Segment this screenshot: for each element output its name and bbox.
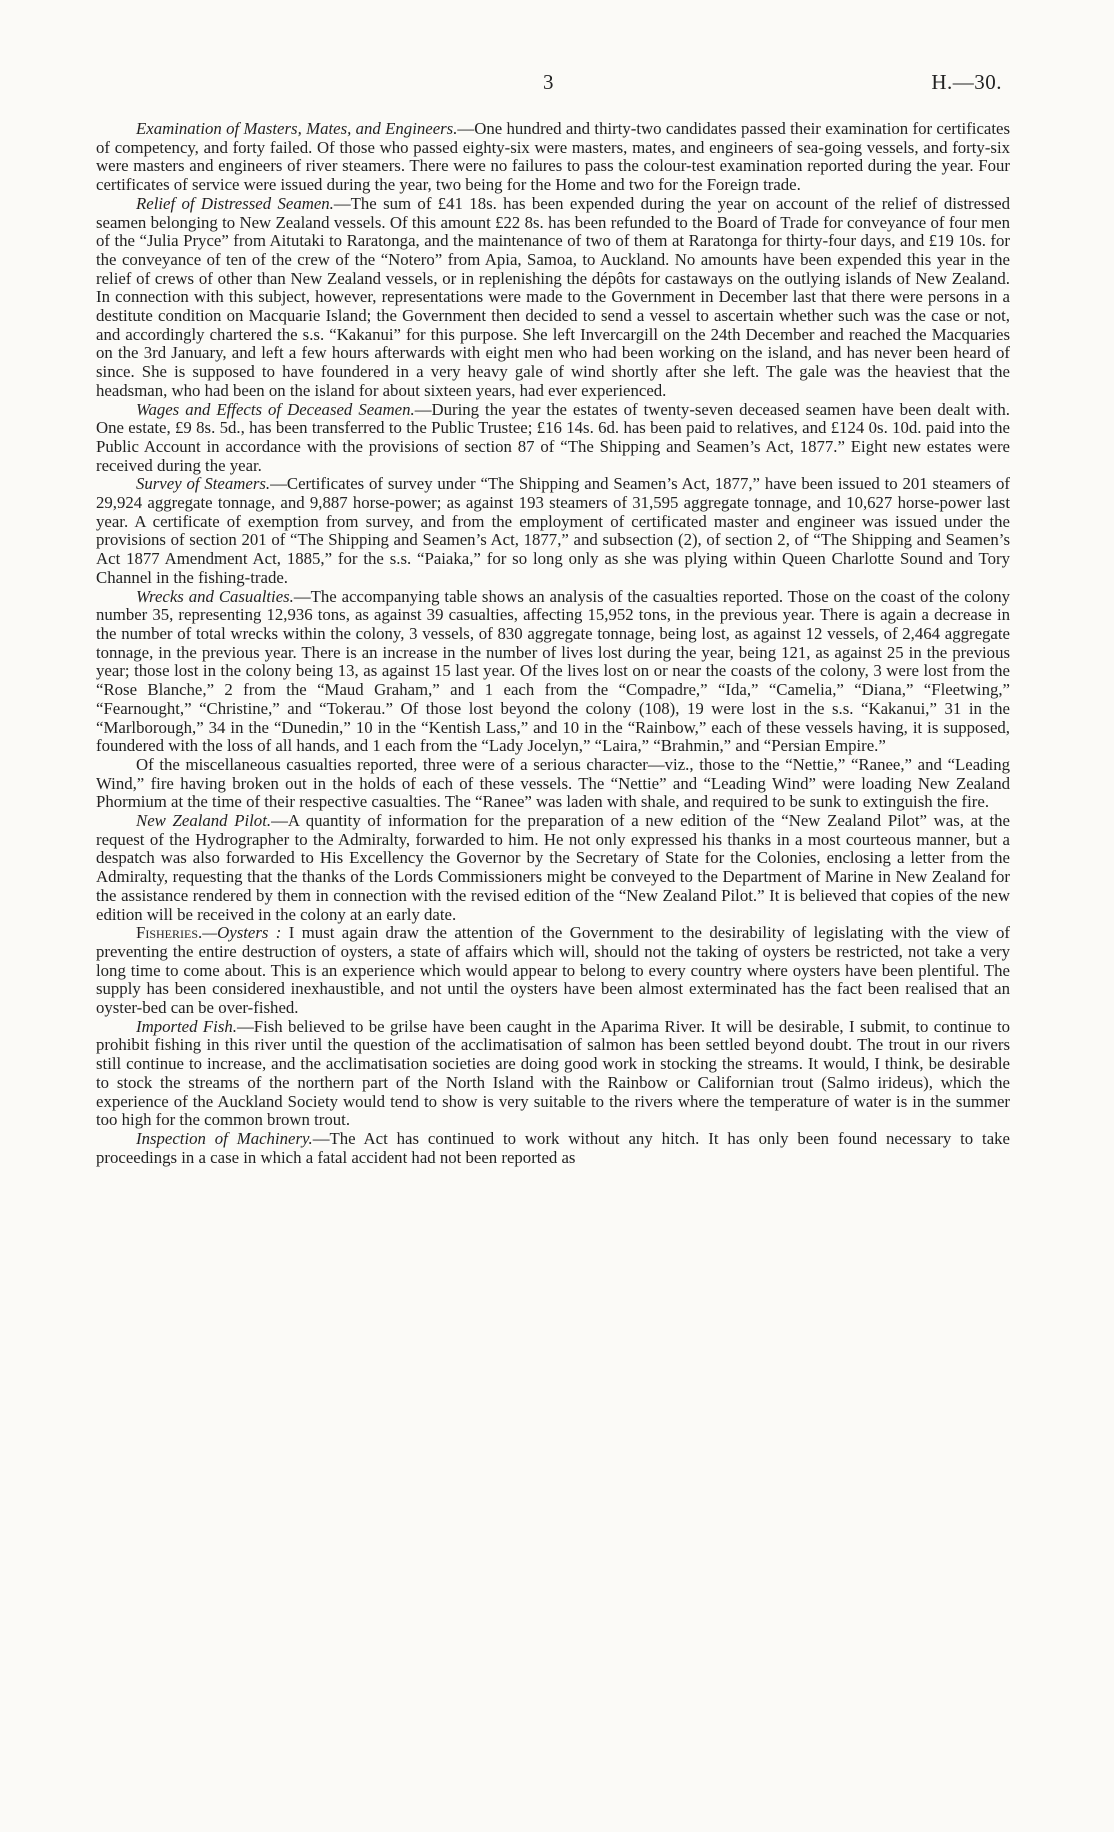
paragraph-wages <box>96 401 1010 476</box>
page-number: 3 <box>543 70 554 94</box>
paragraph-examination <box>96 120 1010 195</box>
paragraph-text: —A quantity of information for the preparation of a new edition of the “New Zealand Pilot” was, at the request of the Hydrographer to the Admiralty, forwarded to him. He not only expressed his thanks in a most courteous manner, but a despatch was also forwarded to His Excellency the Governor by the Secretary of State for the Colonies, enclosing a letter from the Admiralty, requesting that the thanks of the Lords Commissioners might be conveyed to the Department of Marine in New Zealand for the assistance rendered by them in connection with the revised edition of the “New Zealand Pilot.” It is believed that copies of the new edition will be received in the colony at an early date. <box>96 811 1010 924</box>
paragraph-heading: New Zealand Pilot. <box>136 811 272 831</box>
paragraph-heading: Wrecks and Casualties. <box>136 586 294 606</box>
paragraph-text: —The Act has continued to work without any hitch. It has only been found necessary to take proceedings in a case in which a fatal accident had not been reported as <box>96 1128 1010 1167</box>
paragraph-relief <box>96 195 1010 401</box>
paragraph-text: I must again draw the attention of the Government to the desirability of legislating with the view of preventing the entire destruction of oysters, a state of affairs which will, should not the taking of oysters be restricted, not take a very long time to come about. This is an experience which would appear to belong to every country where oysters have been plentiful. The supply has been considered inexhaustible, and not until the oysters have been almost exterminated has the fact been realised that an oyster-bed can be over-fished. <box>96 923 1010 1018</box>
paragraph-pilot <box>96 812 1010 924</box>
paragraph-machinery <box>96 1130 1010 1167</box>
paragraph-heading: Imported Fish. <box>136 1016 237 1036</box>
paragraph-text: Of the miscellaneous casualties reported, three were of a serious character—viz., those to the “Nettie,” “Ranee,” and “Leading Wind,” fire having broken out in the holds of each of these vessels. The “Nettie” and “Leading Wind” were loading New Zealand Phormium at the time of their respective casualties. The “Ranee” was laden with shale, and required to be sunk to extinguish the fire. <box>96 754 1010 812</box>
paragraph-heading: Wages and Effects of Deceased Seamen. <box>136 399 415 419</box>
paragraph-text: —During the year the estates of twenty-seven deceased seamen have been dealt with. One estate, £9 8s. 5d., has been transferred to the Public Trustee; £16 14s. 6d. has been paid to relatives, and £124 0s. 10d. paid into the Public Account in accordance with the provisions of section 87 of “The Shipping and Seamen’s Act, 1877.” Eight new estates were received during the year. <box>96 399 1010 475</box>
paragraph-text: —The sum of £41 18s. has been expended during the year on account of the relief of distressed seamen belonging to New Zealand vessels. Of this amount £22 8s. has been refunded to the Board of Trade for conveyance of four men of the “Julia Pryce” from Aitutaki to Raratonga, and the maintenance of two of them at Raratonga for thirty-four days, and £19 10s. for the conveyance of ten of the crew of the “Notero” from Apia, Samoa, to Auckland. No amounts have been expended this year in the relief of crews of other than New Zealand vessels, or in replenishing the dépôts for castaways on the outlying islands of New Zealand. In connection with this subject, however, representations were made to the Government in December last that there were persons in a destitute condition on Macquarie Island; the Government then decided to send a vessel to ascertain whether such was the case or not, and accordingly chartered the s.s. “Kakanui” for this purpose. She left Invercargill on the 24th December and reached the Macquaries on the 3rd January, and left a few hours afterwards with eight men who had been working on the island, and has never been heard of since. She is supposed to have foundered in a very heavy gale of wind shortly after she left. The gale was the heaviest that the headsman, who had been on the island for about sixteen years, had ever experienced. <box>96 193 1010 400</box>
paragraph-text: —The accompanying table shows an analysis of the casualties reported. Those on the coast of the colony number 35, representing 12,936 tons, as against 39 casualties, affecting 15,952 tons, in the previous year. There is again a decrease in the number of total wrecks within the colony, 3 vessels, of 830 aggregate tonnage, being lost, as against 12 vessels, of 2,464 aggregate tonnage, in the previous year. There is an increase in the number of lives lost during the year, being 121, as against 25 in the previous year; those lost in the colony being 13, as against 15 last year. Of the lives lost on or near the coasts of the colony, 3 were lost from the “Rose Blanche,” 2 from the “Maud Graham,” and 1 each from the “Compadre,” “Ida,” “Camelia,” “Diana,” “Fleetwing,” “Fearnought,” “Christine,” and “Tokerau.” Of those lost beyond the colony (108), 19 were lost in the s.s. “Kakanui,” 31 in the “Marlborough,” 34 in the “Dunedin,” 10 in the “Kentish Lass,” and 10 in the “Rainbow,” each of these vessels having, it is supposed, foundered with the loss of all hands, and 1 each from the “Lady Jocelyn,” “Laira,” “Brahmin,” and “Persian Empire.” <box>96 586 1010 756</box>
body-text <box>96 120 1010 1167</box>
paragraph-heading: Relief of Distressed Seamen. <box>136 193 334 213</box>
paragraph-miscellaneous <box>96 756 1010 812</box>
document-reference: H.—30. <box>931 70 1002 94</box>
paragraph-fisheries <box>96 924 1010 1018</box>
paragraph-survey <box>96 475 1010 587</box>
paragraph-text: —Fish believed to be grilse have been caught in the Aparima River. It will be desirable, I submit, to continue to prohibit fishing in this river until the question of the acclimatisation of salmon has been settled beyond doubt. The trout in our rivers still continue to increase, and the acclimatisation societies are doing good work in stocking the streams. It would, I think, be desirable to stock the streams of the northern part of the North Island with the Rainbow or Californian trout (Salmo irideus), which the experience of the Auckland Society would tend to show is very suitable to the rivers where the temperature of water is in the summer too high for the common brown trout. <box>96 1016 1010 1130</box>
paragraph-wrecks <box>96 588 1010 756</box>
section-lead: Fisheries. <box>136 923 203 943</box>
paragraph-heading: Examination of Masters, Mates, and Engineers. <box>136 119 458 138</box>
paragraph-text: —Certificates of survey under “The Shipping and Seamen’s Act, 1877,” have been issued to 201 steamers of 29,924 aggregate tonnage, and 9,887 horse-power; as against 193 steamers of 31,595 aggregate tonnage, and 10,627 horse-power last year. A certificate of exemption from survey, and from the employment of certificated master and engineer was issued under the provisions of section 201 of “The Shipping and Seamen’s Act, 1877,” and subsection (2), of section 2, of “The Shipping and Seamen’s Act 1877 Amendment Act, 1885,” for the s.s. “Paiaka,” for so long only as she was plying within Queen Charlotte Sound and Tory Channel in the fishing-trade. <box>96 474 1010 587</box>
paragraph-heading: Inspection of Machinery. <box>136 1128 313 1148</box>
paragraph-heading: Survey of Steamers. <box>136 474 271 494</box>
paragraph-imported-fish <box>96 1018 1010 1130</box>
paragraph-text: —One hundred and thirty-two candidates passed their examination for certificates of competency, and forty failed. Of those who passed eighty-six were masters, mates, and engineers of sea-going vessels, and forty-six were masters and engineers of river steamers. There were no failures to pass the colour-test examination reported during the year. Four certificates of service were issued during the year, two being for the Home and two for the Foreign trade. <box>96 119 1011 195</box>
paragraph-heading: —Oysters : <box>202 923 282 943</box>
